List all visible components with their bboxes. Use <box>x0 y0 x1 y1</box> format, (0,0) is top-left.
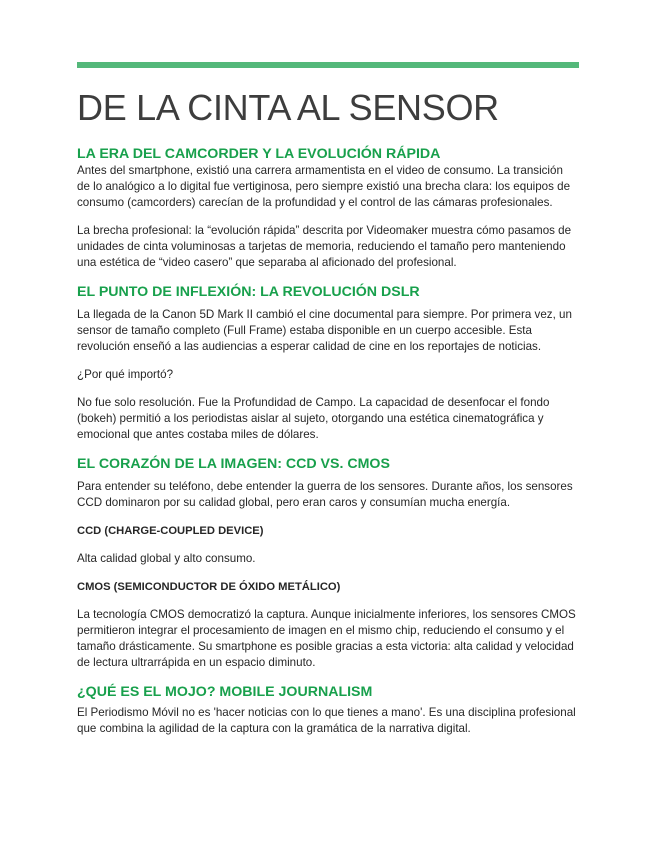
paragraph: El Periodismo Móvil no es 'hacer noticias con lo que tienes a mano'. Es una disciplina profesional que combina la agilidad de la captura con la gramática de la narrativa digital. <box>77 706 576 735</box>
section-heading: ¿QUÉ ES EL MOJO? MOBILE JOURNALISM <box>77 684 373 700</box>
paragraph: La brecha profesional: la “evolución rápida” descrita por Videomaker muestra cómo pasamos de unidades de cinta voluminosas a tarjetas de memoria, reduciendo el tamaño pero manteniendo una estética de “video casero” que separaba al aficionado del profesional. <box>77 224 572 269</box>
section-dslr <box>77 283 577 443</box>
page-title: DE LA CINTA AL SENSOR <box>77 87 499 128</box>
section-heading: EL PUNTO DE INFLEXIÓN: LA REVOLUCIÓN DSLR <box>77 284 420 300</box>
paragraph: Alta calidad global y alto consumo. <box>77 552 256 565</box>
section-ccd-cmos <box>77 455 577 671</box>
top-accent-rule <box>77 62 579 68</box>
paragraph: No fue solo resolución. Fue la Profundidad de Campo. La capacidad de desenfocar el fondo (bokeh) permitió a los periodistas aislar al sujeto, otorgando una estética cinematográfica y emocional que antes costaba miles de dólares. <box>77 396 550 441</box>
subheading-cmos: CMOS (SEMICONDUCTOR DE ÓXIDO METÁLICO) <box>77 581 341 593</box>
section-mojo <box>77 683 577 737</box>
section-heading: EL CORAZÓN DE LA IMAGEN: CCD VS. CMOS <box>77 456 390 472</box>
document-body <box>77 145 577 737</box>
section-camcorder <box>77 145 577 271</box>
paragraph: ¿Por qué importó? <box>77 368 174 381</box>
paragraph: Para entender su teléfono, debe entender la guerra de los sensores. Durante años, los sensores CCD dominaron por su calidad global, pero eran caros y consumían mucha energía. <box>77 480 573 509</box>
section-heading: LA ERA DEL CAMCORDER Y LA EVOLUCIÓN RÁPIDA <box>77 146 441 162</box>
subheading-ccd: CCD (CHARGE-COUPLED DEVICE) <box>77 525 264 537</box>
paragraph: La llegada de la Canon 5D Mark II cambió el cine documental para siempre. Por primera vez, un sensor de tamaño completo (Full Frame) estaba disponible en un cuerpo accesible. Esta revolución enseñó a las audiencias a esperar calidad de cine en los reportajes de noticias. <box>77 308 572 353</box>
paragraph: Antes del smartphone, existió una carrera armamentista en el video de consumo. La transición de lo analógico a lo digital fue vertiginosa, pero siempre existió una brecha clara: los equipos de consumo (camcorders) carecían de la profundidad y el control de las cámaras profesionales. <box>77 164 571 209</box>
paragraph: La tecnología CMOS democratizó la captura. Aunque inicialmente inferiores, los sensores CMOS permitieron integrar el procesamiento de imagen en el mismo chip, reduciendo el consumo y el tamaño drásticamente. Su smartphone es posible gracias a esta victoria: alta calidad y velocidad de lectura ultrarrápida en un espacio diminuto. <box>77 608 576 669</box>
